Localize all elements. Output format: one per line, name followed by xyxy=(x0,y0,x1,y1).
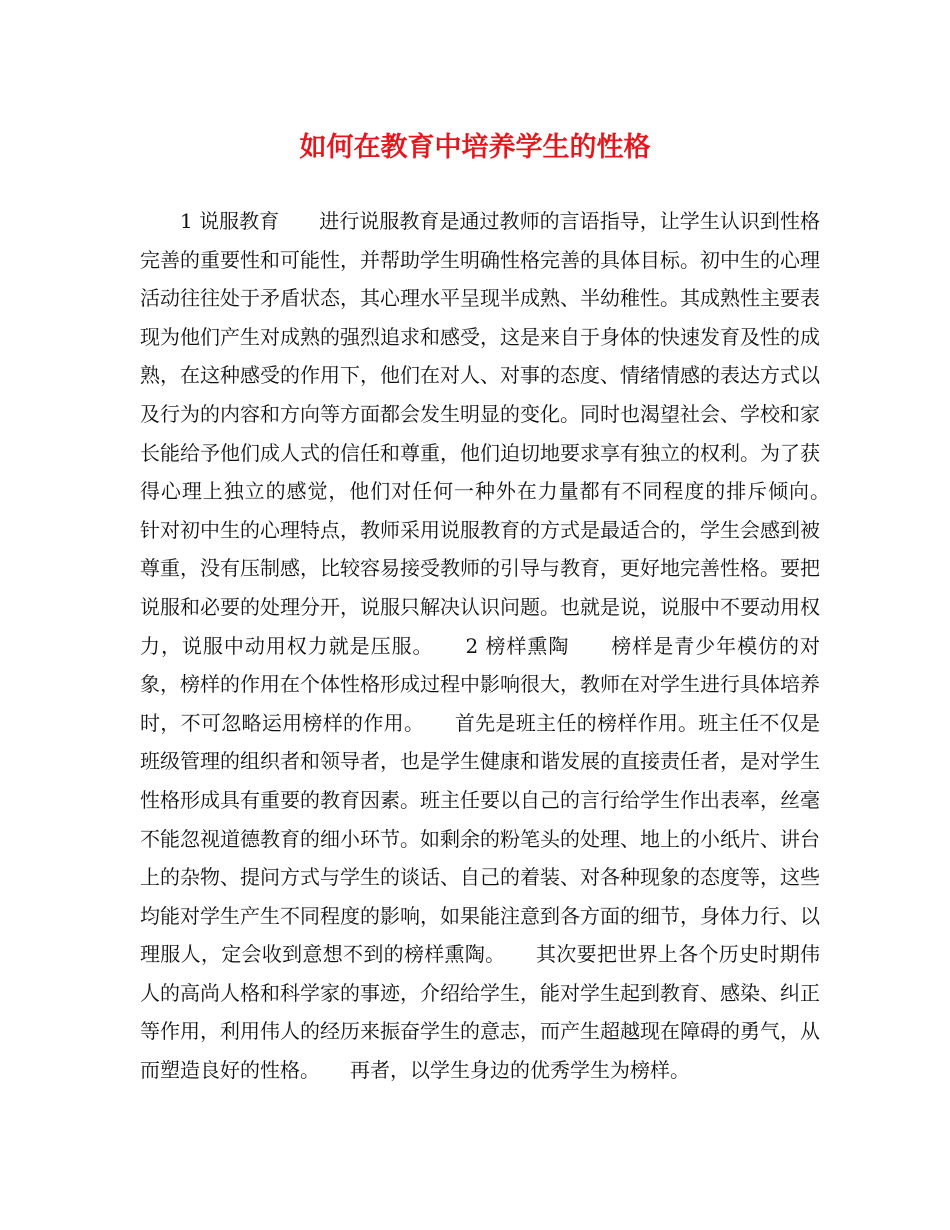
document-title: 如何在教育中培养学生的性格 xyxy=(299,132,651,163)
document-body-paragraph: 1 说服教育 进行说服教育是通过教师的言语指导，让学生认识到性格完善的重要性和可能性，并帮助学生明确性格完善的具体目标。初中生的心理活动往往处于矛盾状态，其心理水平呈现半成熟、半幼稚性。其成熟性主要表现为他们产生对成熟的强烈追求和感受，这是来自于身体的快速发育及性的成熟，在这种感受的作用下，他们在对人、对事的态度、情绪情感的表达方式以及行为的内容和方向等方面都会发生明显的变化。同时也渴望社会、学校和家长能给予他们成人式的信任和尊重，他们迫切地要求享有独立的权利。为了获得心理上独立的感觉，他们对任何一种外在力量都有不同程度的排斥倾向。 针对初中生的心理特点，教师采用说服教育的方式是最适合的，学生会感到被尊重，没有压制感，比较容易接受教师的引导与教育，更好地完善性格。要把说服和必要的处理分开，说服只解决认识问题。也就是说，说服中不要动用权力，说服中动用权力就是压服。 2 榜样熏陶 榜样是青少年模仿的对象，榜样的作用在个体性格形成过程中影响很大，教师在对学生进行具体培养时，不可忽略运用榜样的作用。 首先是班主任的榜样作用。班主任不仅是班级管理的组织者和领导者，也是学生健康和谐发展的直接责任者，是对学生性格形成具有重要的教育因素。班主任要以自己的言行给学生作出表率，丝毫不能忽视道德教育的细小环节。如剩余的粉笔头的处理、地上的小纸片、讲台上的杂物、提问方式与学生的谈话、自己的着装、对各种现象的态度等，这些均能对学生产生不同程度的影响，如果能注意到各方面的细节，身体力行、以理服人，定会收到意想不到的榜样熏陶。 其次要把世界上各个历史时期伟人的高尚人格和科学家的事迹，介绍给学生，能对学生起到教育、感染、纠正等作用，利用伟人的经历来振奋学生的意志，而产生超越现在障碍的勇气，从而塑造良好的性格。 再者，以学生身边的优秀学生为榜样。 xyxy=(140,209,860,1083)
